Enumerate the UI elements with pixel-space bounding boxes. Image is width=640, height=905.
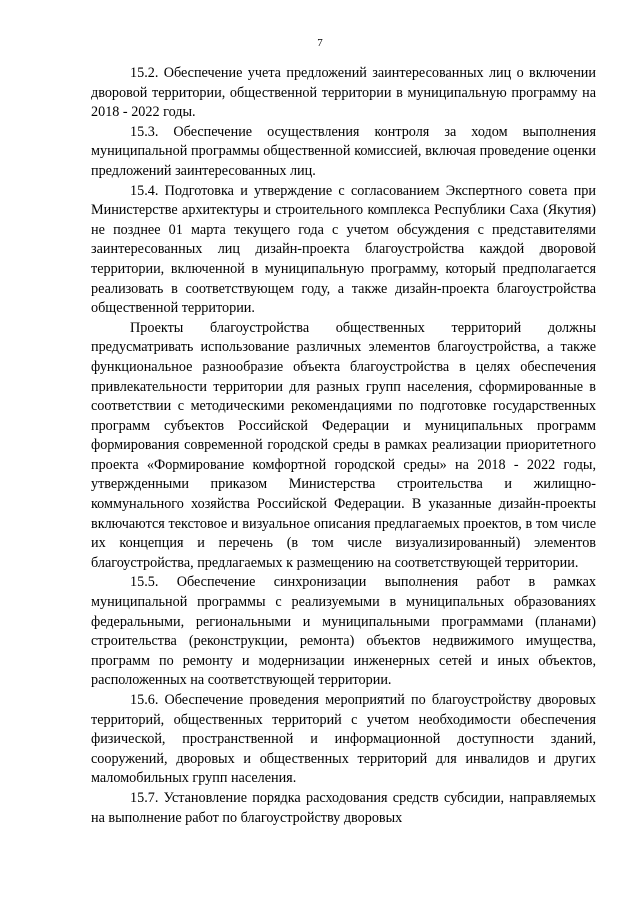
paragraph-design-projects: Проекты благоустройства общественных территорий должны предусматривать использование различных элементов благоустройства, а также функциональное разнообразие объекта благоустройства в целях обеспечения привлекательности территории для разных групп населения, сформированные в соответствии с методическими рекомендациями по подготовке государственных программ субъектов Российской Федерации и муниципальных программ формирования современной городской среды в рамках реализации приоритетного проекта «Формирование комфортной городской среды» на 2018 - 2022 годы, утвержденными приказом Министерства строительства и жилищно-коммунального хозяйства Российской Федерации. В указанные дизайн-проекты включаются текстовое и визуальное описания предлагаемых проектов, в том числе их концепция и перечень (в том числе визуализированный) элементов благоустройства, предлагаемых к размещению на соответствующей территории. — [91, 319, 596, 571]
paragraph-15-3: 15.3. Обеспечение осуществления контроля за ходом выполнения муниципальной программы общественной комиссией, включая проведение оценки предложений заинтересованных лиц. — [91, 123, 596, 179]
paragraph-15-6: 15.6. Обеспечение проведения мероприятий по благоустройству дворовых территорий, общественных территорий с учетом необходимости обеспечения физической, пространственной и информационной доступности зданий, сооружений, дворовых и общественных территорий для инвалидов и других маломобильных групп населения. — [91, 692, 596, 787]
document-body — [91, 64, 596, 828]
paragraph-15-4: 15.4. Подготовка и утверждение с согласованием Экспертного совета при Министерстве архитектуры и строительного комплекса Республики Саха (Якутия) не позднее 01 марта текущего года с учетом обсуждения с представителями заинтересованных лиц дизайн-проекта благоустройства каждой дворовой территории, включенной в муниципальную программу, который предполагается реализовать в соответствующем году, а также дизайн-проекта благоустройства общественной территории. — [91, 182, 596, 317]
paragraph-15-5: 15.5. Обеспечение синхронизации выполнения работ в рамках муниципальной программы с реализуемыми в муниципальных образованиях федеральными, региональными и муниципальными программами (планами) строительства (реконструкции, ремонта) объектов недвижимого имущества, программ по ремонту и модернизации инженерных сетей и иных объектов, расположенных на соответствующей территории. — [91, 574, 596, 689]
page-number: 7 — [317, 37, 323, 49]
paragraph-15-2: 15.2. Обеспечение учета предложений заинтересованных лиц о включении дворовой территории, общественной территории в муниципальную программу на 2018 - 2022 годы. — [91, 65, 596, 121]
paragraph-15-7: 15.7. Установление порядка расходования средств субсидии, направляемых на выполнение работ по благоустройству дворовых — [91, 789, 596, 826]
